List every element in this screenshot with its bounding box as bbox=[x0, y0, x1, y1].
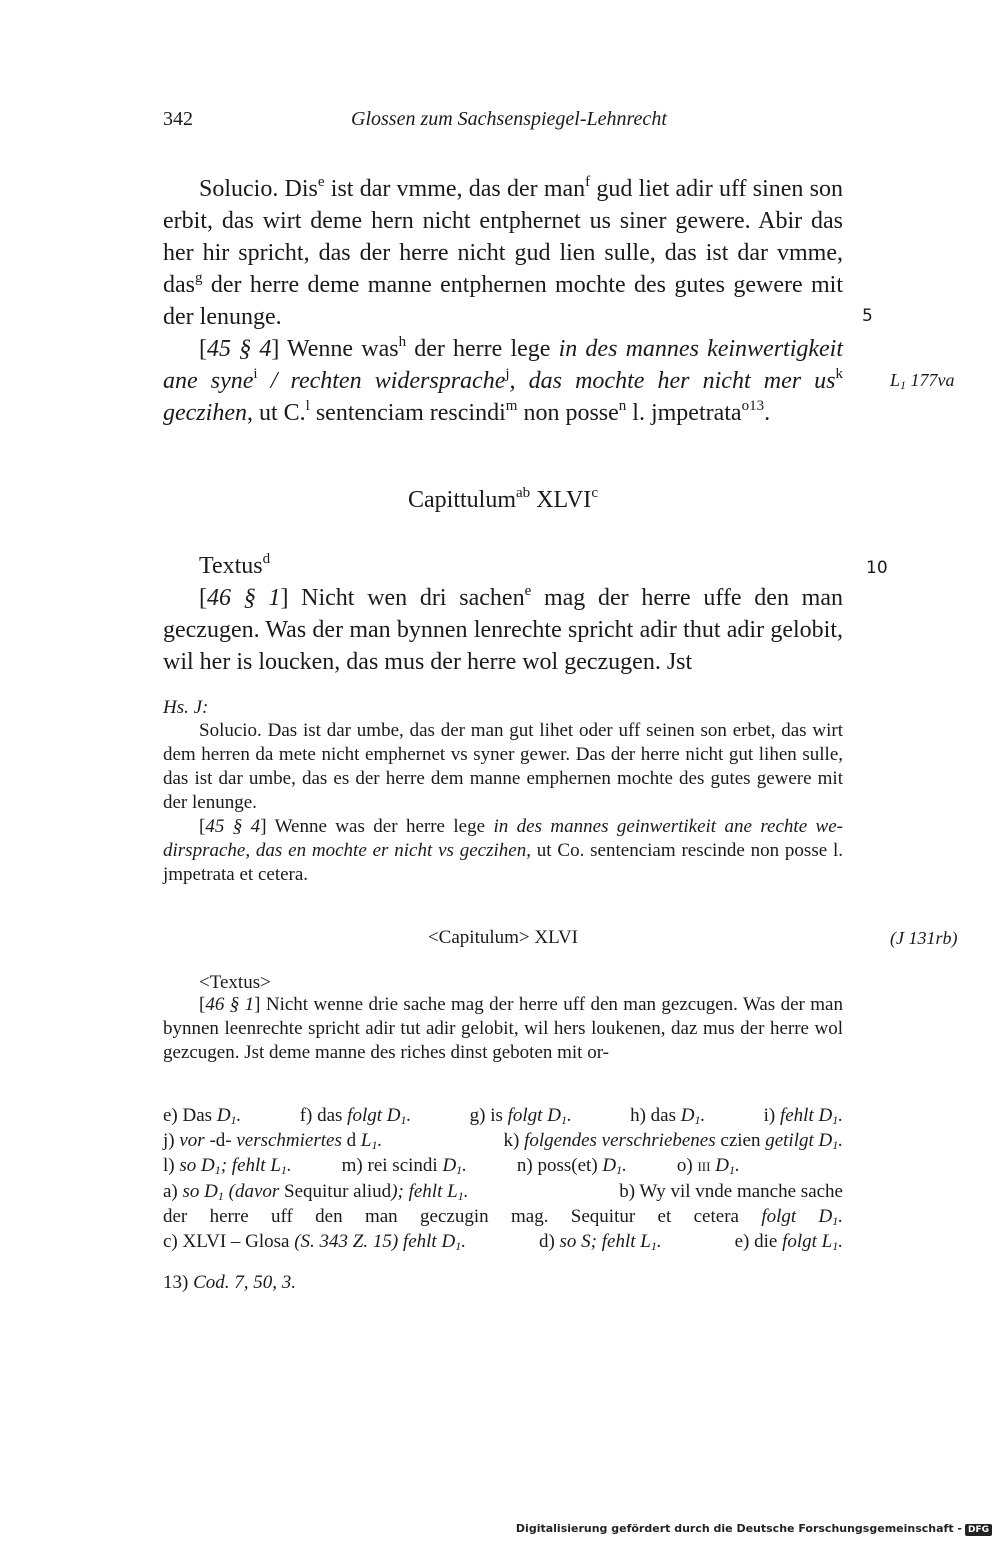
hs-chapter-heading: <Capitulum> XLVI bbox=[427, 927, 579, 948]
hs-paragraph-45-4: [45 § 4] Wenne was der herre lege in des mannes geinwertikeit ane rechte wedirsprache, das en mochte er nicht vs geczihen, ut Co. sentenciam rescinde non posse l. jmpetrata et cetera. bbox=[163, 816, 844, 885]
margin-note-l1: $L_1$ 177va bbox=[890, 370, 955, 392]
main-text-46-1 bbox=[163, 582, 843, 678]
textus-heading: Textus$^d$ bbox=[199, 551, 271, 579]
running-title: Glossen zum Sachsenspiegel-Lehnrecht bbox=[351, 108, 667, 130]
apparatus-line: j) vor -d- verschmiertes d $L_1$. k) folgendes verschriebenes czien getilgt $D_1$. bbox=[163, 1130, 843, 1152]
paragraph-46-1: [46 § 1] Nicht wen dri sachen$^e$ mag der herre uffe den man geczugen. Was der man bynnen lenrechte spricht adir thut adir gelobit, wil her is loucken, das mus der herre wol geczugen. Jst bbox=[163, 583, 843, 675]
page-number: 342 bbox=[163, 108, 193, 130]
running-header bbox=[163, 108, 843, 138]
line-number-10: 10 bbox=[866, 558, 888, 578]
line-number-5: 5 bbox=[862, 306, 873, 326]
hs-label: Hs. J: bbox=[163, 697, 209, 718]
apparatus-line: c) XLVI – Glosa (S. 343 Z. 15) fehlt $D_1$. d) so S; fehlt $L_1$. e) die folgt $L_1$. bbox=[163, 1231, 843, 1253]
chapter-heading: Capittulum$^{ab}$ XLVI$^c$ bbox=[408, 485, 598, 513]
apparatus-line: e) Das $D_1$. f) das folgt $D_1$. g) is folgt $D_1$. h) das $D_1$. i) fehlt $D_1$. bbox=[163, 1105, 843, 1127]
hs-paragraph-46-1: [46 § 1] Nicht wenne drie sache mag der herre uff den man gezcugen. Was der man bynnen leenrechte spricht adir tut adir gelobit, wil hers loukenen, daz mus der herre wol gezcugen. Jst deme manne des riches dinst geboten mit or- bbox=[163, 994, 843, 1063]
hs-paragraph-solucio: Solucio. Das ist dar umbe, das der man gut lihet oder uff seinen son erbet, das wirt dem herren da mete nicht emphernet vs syner gewer. Das der herre nicht gut lihen sulle, das ist dar umbe, das es der herre dem manne emphernen mochte des gutes gewere mit der lenunge. bbox=[163, 720, 843, 813]
paragraph-45-4: [45 § 4] Wenne was$^h$ der herre lege in des mannes keinwertigkeit ane syne$^i$ / rechten widersprache$^j$, das mochte her nicht mer $us^k$ geczihen, ut C.$^l$ sentenciam rescindi$^m$ non posse$^n$ l. jmpetrata$^{o13}$. bbox=[163, 334, 844, 426]
main-text-solucio bbox=[163, 173, 843, 429]
paragraph-solucio: Solucio. Dis$^e$ ist dar vmme, das der man$^f$ gud liet adir uff sinen son erbit, das wirt deme hern nicht entphernet us siner gewere. Abir das her hir spricht, das der herre nicht gud lien sulle, das ist dar vmme, das$^g$ der herre deme manne entphernen mochte des gutes gewere mit der lenunge. bbox=[163, 174, 843, 330]
hs-margin-note: (J 131rb) bbox=[890, 928, 958, 948]
hs-text-solucio bbox=[163, 719, 843, 887]
hs-text-46-1 bbox=[163, 993, 843, 1065]
footnote-13: 13) Cod. 7, 50, 3. bbox=[163, 1272, 297, 1293]
apparatus-line: der herre uff den man geczugin mag. Sequitur et cetera folgt $D_1$. bbox=[163, 1206, 843, 1228]
dfg-footer: Digitalisierung gefördert durch die Deutsche Forschungsgemeinschaft - DFG bbox=[516, 1522, 992, 1536]
hs-textus: <Textus> bbox=[199, 972, 271, 993]
apparatus-line: l) so $D_1$; fehlt $L_1$. m) rei scindi $D_1$. n) poss(et) $D_1$. o) III $D_1$. bbox=[163, 1155, 740, 1177]
apparatus-line: a) so $D_1$ (davor Sequitur aliud); fehlt $L_1$. b) Wy vil vnde manche sache bbox=[163, 1181, 843, 1203]
apparatus-notes bbox=[163, 1103, 843, 1254]
dfg-logo: DFG bbox=[965, 1524, 992, 1536]
